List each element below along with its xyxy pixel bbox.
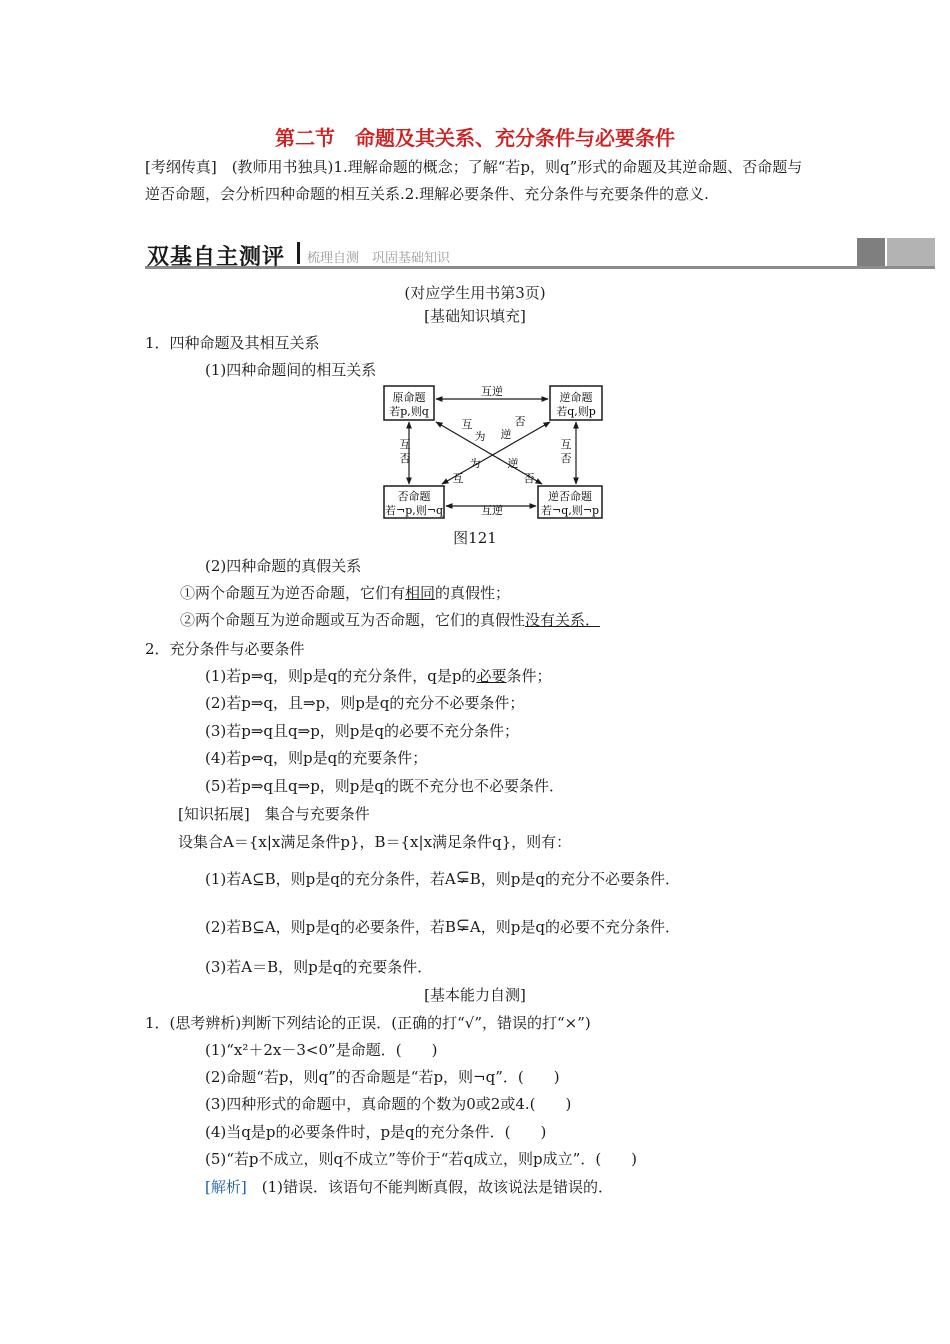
- label-diag-fou1: 否: [514, 415, 526, 428]
- section-label-test: [基本能力自测]: [424, 986, 526, 1004]
- label-diag-ni1: 逆: [500, 428, 512, 441]
- ext-line3: (3)若A＝B，则p是q的充要条件．: [205, 958, 433, 976]
- label-diag-hu2: 互: [452, 472, 464, 485]
- q1-analysis: [解析] (1)错误．该语句不能判断真假，故该说法是错误的．: [205, 1178, 613, 1196]
- section-label-fill: [基础知识填充]: [424, 307, 526, 325]
- label-diag-hu1: 互: [461, 418, 473, 431]
- section-banner: [145, 238, 935, 269]
- q1-heading: 1．(思考辨析)判断下列结论的正误．(正确的打“√”，错误的打“×”): [145, 1014, 591, 1032]
- ext-heading: [知识拓展] 集合与充要条件: [178, 805, 370, 823]
- label-diag-fou2: 否: [523, 472, 535, 485]
- q1-item5: (5)“若p不成立，则q不成立”等价于“若q成立，则p成立”．( ): [205, 1150, 638, 1168]
- subsetneq-symbol: ⊊: [455, 915, 471, 935]
- label-right-2: 否: [560, 452, 572, 465]
- label-diag-wei2: 为: [469, 457, 481, 470]
- page-title: 第二节 命题及其关系、充分条件与必要条件: [275, 126, 675, 150]
- box-tl-line1: 原命题: [392, 391, 426, 404]
- box-tl-line2: 若p,则q: [389, 405, 429, 418]
- box-tr-line2: 若q,则p: [556, 405, 596, 418]
- subsetneq-symbol: ⊊: [455, 867, 470, 887]
- label-right-1: 互: [560, 438, 572, 451]
- s2-line3: (3)若p⇒q且q⇒p，则p是q的必要不充分条件；: [205, 722, 519, 740]
- q1-item2: (2)命题“若p，则q”的否命题是“若p，则¬q”．( ): [205, 1068, 560, 1086]
- banner-block-light: [887, 238, 935, 266]
- box-tr-line1: 逆命题: [559, 391, 593, 404]
- q1-item4: (4)当q是p的必要条件时，p是q的充分条件．( ): [205, 1123, 547, 1141]
- four-propositions-diagram: [380, 382, 610, 522]
- label-bottom: 互逆: [481, 504, 503, 517]
- reference-note: (对应学生用书第3页): [404, 284, 546, 302]
- banner-title: 双基自主测评: [147, 245, 286, 270]
- ext-line1: (1)若A⊆B，则p是q的充分条件，若A⊊B，则p是q的充分不必要条件．: [205, 866, 680, 892]
- banner-divider: [297, 242, 300, 264]
- ext-line2: (2)若B⊆A，则p是q的必要条件，若B⊊A，则p是q的必要不充分条件．: [205, 914, 680, 940]
- box-br-line1: 逆否命题: [548, 490, 592, 503]
- label-left-2: 否: [399, 452, 411, 465]
- s2-line4: (4)若p⇔q，则p是q的充要条件；: [205, 749, 428, 767]
- s2-line2: (2)若p⇒q，且⇒p，则p是q的充分不必要条件；: [205, 694, 525, 712]
- banner-block-dark: [857, 238, 885, 266]
- label-diag-ni2: 逆: [507, 457, 519, 470]
- s2-line1: (1)若p⇒q，则p是q的充分条件，q是p的必要条件；: [205, 667, 552, 685]
- figure-caption: 图121: [453, 529, 497, 547]
- analysis-tag: [解析]: [205, 1178, 247, 1196]
- box-bl-line2: 若¬p,则¬q: [384, 504, 444, 517]
- syllabus-intro: [考纲传真] (教师用书独具)1.理解命题的概念；了解“若p，则q”形式的命题及其逆命题、否命题与逆否命题，会分析四种命题的相互关系.2.理解必要条件、充分条件与充要条件的意义.: [145, 158, 803, 203]
- s2-heading: 2．充分条件与必要条件: [145, 640, 305, 658]
- s1-rule1: ①两个命题互为逆否命题，它们有相同的真假性；: [180, 584, 511, 602]
- s1-rule2: ②两个命题互为逆命题或互为否命题，它们的真假性没有关系．: [180, 611, 601, 629]
- s1-heading: 1．四种命题及其相互关系: [145, 334, 320, 352]
- q1-item3: (3)四种形式的命题中，真命题的个数为0或2或4.( ): [205, 1095, 572, 1113]
- label-top: 互逆: [481, 385, 503, 398]
- box-br-line2: 若¬q,则¬p: [540, 504, 600, 517]
- label-diag-wei1: 为: [474, 430, 486, 443]
- s2-line5: (5)若p⇒q且q⇒p，则p是q的既不充分也不必要条件．: [205, 777, 564, 795]
- s1-sub1: (1)四种命题间的相互关系: [205, 361, 377, 379]
- q1-item1: (1)“x²＋2x－3<0”是命题．( ): [205, 1041, 438, 1059]
- s1-sub2: (2)四种命题的真假关系: [205, 557, 362, 575]
- ext-set-def: 设集合A＝{x|x满足条件p}，B＝{x|x满足条件q}，则有：: [178, 833, 572, 851]
- box-bl-line1: 否命题: [397, 490, 431, 503]
- label-left-1: 互: [399, 438, 411, 451]
- banner-subtitle: 梳理自测 巩固基础知识: [307, 251, 451, 266]
